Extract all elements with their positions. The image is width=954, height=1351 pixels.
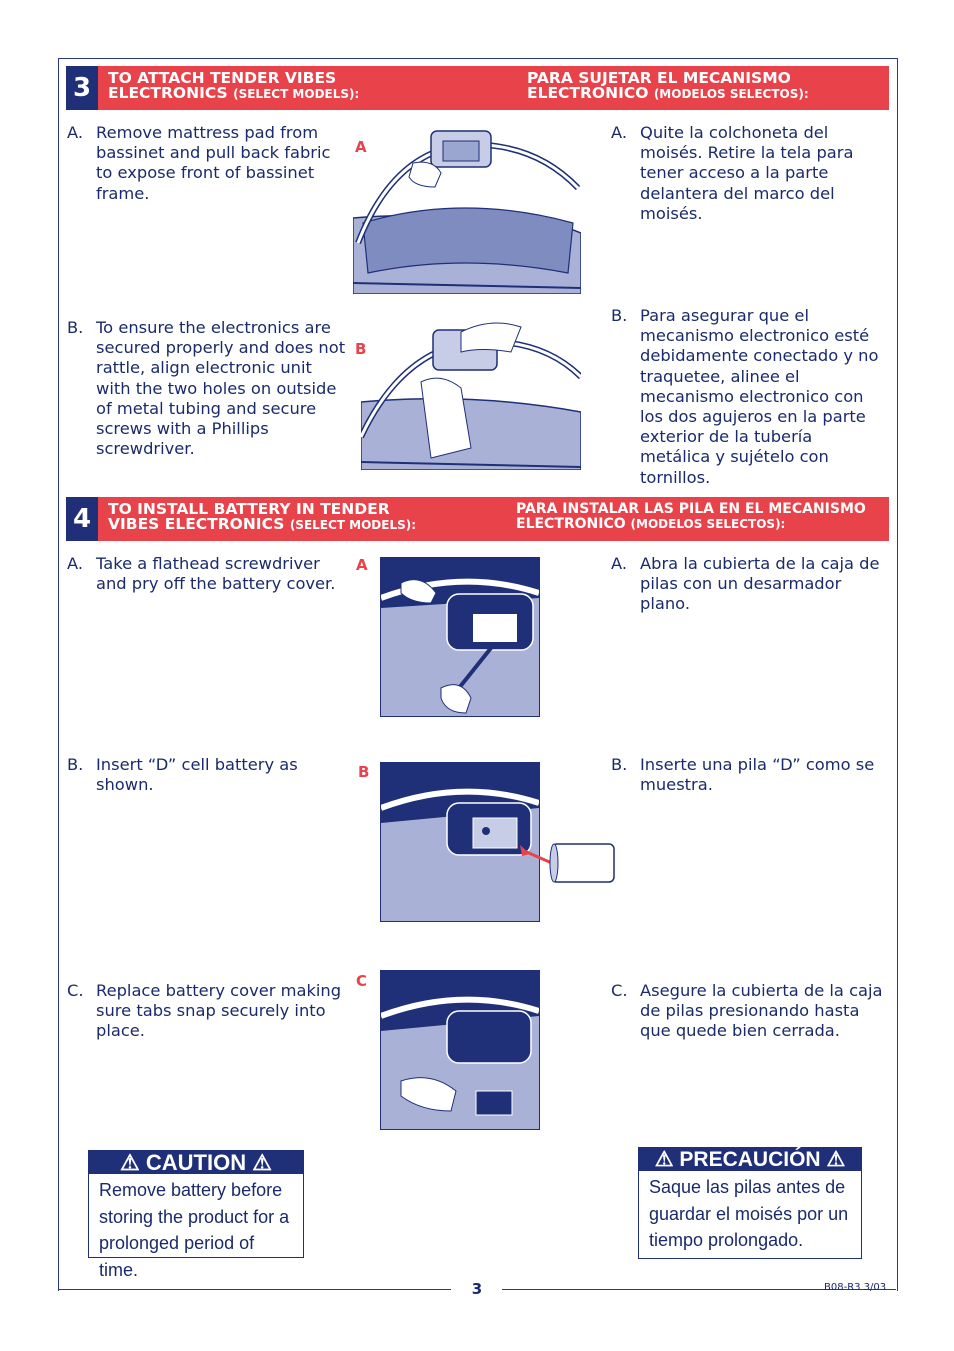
footer-rule-left: [58, 1289, 451, 1290]
title-es-line2: ELECTRONICO: [527, 84, 649, 102]
title-es-note: (MODELOS SELECTOS):: [653, 87, 809, 101]
caution-text: Remove battery before storing the product for a prolonged period of time.: [99, 1180, 290, 1280]
step-letter: C.: [67, 981, 84, 1000]
figure-label-4a: A: [356, 556, 368, 574]
figure-label-4b: B: [358, 763, 370, 781]
step-letter: A.: [611, 554, 628, 573]
caution-box: [88, 1150, 304, 1280]
section-4-title-en: [108, 502, 416, 533]
step-letter: C.: [611, 981, 628, 1000]
warning-triangle-icon: ⚠: [252, 1150, 272, 1175]
screwdriver-mount-illustration: [361, 322, 581, 470]
title-en-note: (SELECT MODELS):: [233, 87, 360, 101]
figure-label-3b: B: [355, 340, 367, 358]
title-es-note: (MODELOS SELECTOS):: [630, 517, 786, 531]
title-es-line1: PARA INSTALAR LAS PILA EN EL MECANISMO: [516, 501, 866, 517]
step-letter: B.: [67, 318, 84, 337]
page-number: 3: [471, 1280, 483, 1298]
step-letter: A.: [67, 554, 84, 573]
precaucion-title: PRECAUCIÓN: [679, 1148, 821, 1171]
title-es-line1: PARA SUJETAR EL MECANISMO: [527, 69, 791, 87]
precaucion-box: [638, 1147, 862, 1259]
figure-label-3a: A: [355, 138, 367, 156]
step-text: Inserte una pila “D” como se muestra.: [640, 755, 875, 795]
step-text: Quite la colchoneta del moisés. Retire la tela para tener acceso a la parte delantera del marco del moisés.: [640, 123, 854, 223]
section-4-title-es: [516, 502, 866, 532]
step-text: Abra la cubierta de la caja de pilas con un desarmador plano.: [640, 554, 880, 614]
step-text: Asegure la cubierta de la caja de pilas presionando hasta que quede bien cerrada.: [640, 981, 883, 1041]
warning-triangle-icon: ⚠: [120, 1150, 140, 1175]
caution-title: CAUTION: [145, 1150, 247, 1175]
insert-battery-illustration: [380, 762, 540, 922]
figure-label-4c: C: [356, 972, 368, 990]
bassinet-fabric-illustration: [353, 123, 581, 294]
pry-cover-illustration: [380, 557, 540, 717]
step-text: Para asegurar que el mecanismo electronico esté debidamente conectado y no traquetee, alinee el mecanismo electronico con los dos agujeros en la parte exterior de la tubería metálica y sujételo con tornillos.: [640, 306, 879, 487]
precaucion-text: Saque las pilas antes de guardar el moisés por un tiempo prolongado.: [649, 1177, 849, 1250]
title-en-line1: TO ATTACH TENDER VIBES: [108, 69, 337, 87]
title-en-line1: TO INSTALL BATTERY IN TENDER: [108, 500, 390, 518]
section-4-number: 4: [66, 497, 98, 541]
step-letter: A.: [611, 123, 628, 142]
step-letter: B.: [611, 755, 628, 774]
step-text: Take a flathead screwdriver and pry off the battery cover.: [96, 554, 336, 594]
caution-header: [89, 1151, 303, 1174]
title-en-note: (SELECT MODELS):: [289, 518, 417, 532]
replace-cover-illustration: [380, 970, 540, 1130]
step-text: Remove mattress pad from bassinet and pull back fabric to expose front of bassinet frame.: [96, 123, 331, 203]
warning-triangle-icon: ⚠: [826, 1148, 846, 1171]
d-battery-icon: [520, 840, 620, 888]
title-en-line2: ELECTRONICS: [108, 84, 228, 102]
document-code: B08-R3 3/03: [824, 1282, 887, 1293]
step-text: Insert “D” cell battery as shown.: [96, 755, 298, 795]
title-es-line2: ELECTRONICO: [516, 516, 626, 532]
section-3-header: [66, 66, 889, 110]
step-letter: A.: [67, 123, 84, 142]
step-letter: B.: [611, 306, 628, 325]
step-letter: B.: [67, 755, 84, 774]
precaucion-header: [639, 1148, 861, 1171]
section-3-title-en: [108, 71, 359, 102]
warning-triangle-icon: ⚠: [654, 1148, 674, 1171]
section-3-number: 3: [66, 66, 98, 110]
section-4-header: [66, 497, 889, 541]
section-3-title-es: [527, 71, 809, 102]
step-text: Replace battery cover making sure tabs snap securely into place.: [96, 981, 342, 1041]
title-en-line2: VIBES ELECTRONICS: [108, 515, 285, 533]
step-text: To ensure the electronics are secured properly and does not rattle, align electronic unit with the two holes on outside of metal tubing and secure screws with a Phillips screwdriver.: [96, 318, 346, 459]
